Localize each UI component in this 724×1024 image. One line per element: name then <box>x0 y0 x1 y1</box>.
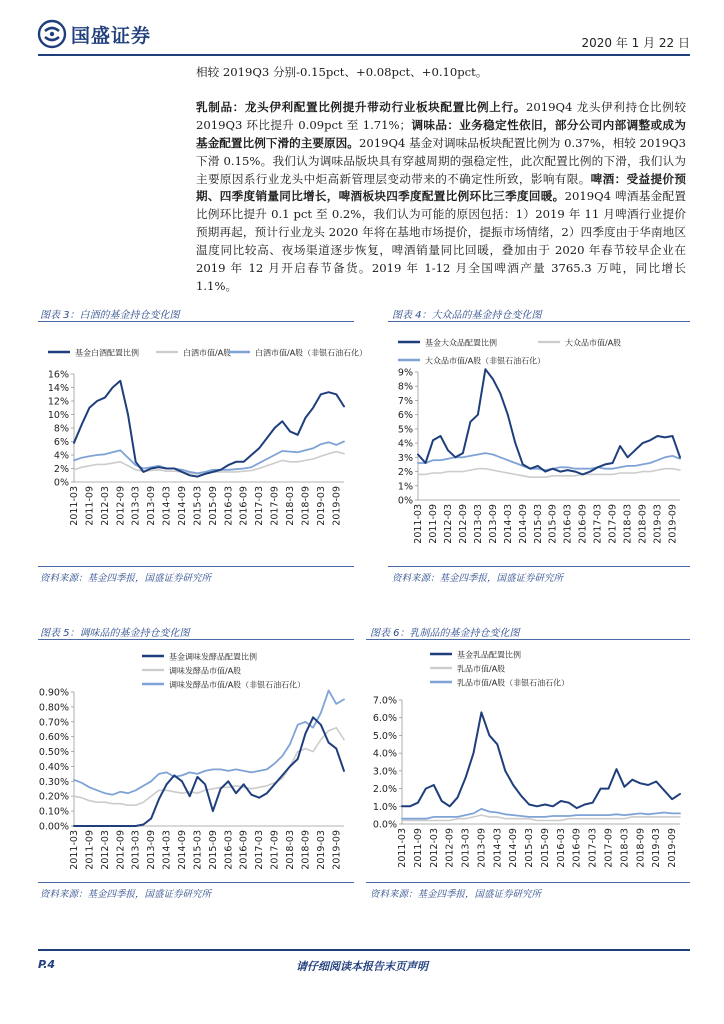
y-tick-label: 6.0% <box>372 713 397 725</box>
x-tick-label: 2017-03 <box>592 504 604 544</box>
fig3-title: 图表 3：白酒的基金持仓变化图 <box>40 310 180 321</box>
x-tick-label: 2015-03 <box>192 486 204 526</box>
x-tick-label: 2012-09 <box>444 828 456 868</box>
x-tick-label: 2014-03 <box>161 486 173 526</box>
x-tick-label: 2018-09 <box>635 828 647 868</box>
x-tick-label: 2017-09 <box>607 504 619 544</box>
x-tick-label: 2014-09 <box>508 828 520 868</box>
x-tick-label: 2015-03 <box>532 504 544 544</box>
company-logo <box>38 20 151 48</box>
x-tick-label: 2016-09 <box>571 828 583 868</box>
y-tick-label: 9% <box>397 367 413 379</box>
y-tick-label: 10% <box>47 410 69 421</box>
fig5-rule-bottom <box>38 882 354 883</box>
y-tick-label: 6% <box>397 410 413 422</box>
y-tick-label: 0.50% <box>38 747 69 759</box>
x-tick-label: 2014-09 <box>177 830 188 870</box>
footer-rule <box>38 949 690 951</box>
legend-label: 基金大众品配置比例 <box>425 338 497 348</box>
y-tick-label: 2.0% <box>372 784 397 796</box>
x-tick-label: 2015-09 <box>207 486 219 526</box>
x-tick-label: 2013-03 <box>460 828 472 868</box>
x-tick-label: 2014-09 <box>177 486 188 526</box>
x-tick-label: 2012-09 <box>115 486 127 526</box>
x-tick-label: 2012-03 <box>428 828 440 868</box>
x-tick-label: 2019-09 <box>667 828 679 868</box>
paragraph-main <box>196 99 686 296</box>
x-tick-label: 2015-03 <box>524 828 536 868</box>
x-tick-label: 2011-03 <box>413 504 424 544</box>
y-tick-label: 8% <box>397 381 413 393</box>
y-tick-label: 0% <box>53 477 69 489</box>
legend-label: 基金调味发酵品配置比例 <box>169 652 257 662</box>
x-tick-label: 2016-09 <box>577 504 589 544</box>
x-tick-label: 2017-03 <box>254 486 266 526</box>
fig6-rule <box>366 639 690 640</box>
y-tick-label: 0.60% <box>38 732 69 744</box>
x-tick-label: 2014-09 <box>517 504 529 544</box>
company-name: 国盛证券 <box>71 24 152 47</box>
y-tick-label: 7% <box>397 395 413 407</box>
fig4-rule <box>388 321 690 322</box>
x-tick-label: 2015-09 <box>547 504 559 544</box>
y-tick-label: 0.20% <box>38 791 69 803</box>
legend-label: 大众品市值/A股（非银石油石化） <box>425 356 546 366</box>
y-tick-label: 16% <box>47 369 69 381</box>
x-tick-label: 2012-03 <box>99 830 111 870</box>
x-tick-label: 2011-03 <box>69 830 80 870</box>
x-tick-label: 2016-09 <box>238 830 250 870</box>
y-tick-label: 0.00% <box>38 821 69 833</box>
y-tick-label: 8% <box>53 423 69 435</box>
x-tick-label: 2018-09 <box>637 504 649 544</box>
x-tick-label: 2018-03 <box>619 828 631 868</box>
y-tick-label: 5% <box>397 424 413 436</box>
x-tick-label: 2014-03 <box>502 504 514 544</box>
chart-fig3 <box>38 334 368 562</box>
header-rule <box>38 54 690 56</box>
x-tick-label: 2017-03 <box>587 828 599 868</box>
x-tick-label: 2016-03 <box>223 830 235 870</box>
x-tick-label: 2018-03 <box>622 504 634 544</box>
y-tick-label: 5.0% <box>372 730 397 742</box>
x-tick-label: 2019-09 <box>331 830 343 870</box>
x-tick-label: 2012-09 <box>457 504 469 544</box>
y-tick-label: 0% <box>397 495 413 507</box>
seasoning-heading: 调味品：业务稳定性依旧，部分公司内部调整或成为基金配置比例下滑的主要原因。 <box>196 117 686 150</box>
page-number: P.4 <box>38 958 56 971</box>
footer-disclaimer: 请仔细阅读本报告末页声明 <box>296 960 428 973</box>
x-tick-label: 2019-03 <box>651 828 663 868</box>
x-tick-label: 2019-09 <box>331 486 343 526</box>
legend-label: 大众品市值/A股 <box>565 338 622 348</box>
x-tick-label: 2014-03 <box>161 830 173 870</box>
series-line-1 <box>418 369 680 474</box>
beer-heading: 啤酒：受益提价预期、四季度销量同比增长，啤酒板块四季度配置比例环比三季度回暖。 <box>196 171 686 204</box>
x-tick-label: 2011-09 <box>84 830 96 870</box>
y-tick-label: 14% <box>47 383 69 394</box>
y-tick-label: 0.80% <box>38 702 69 714</box>
fig4-title: 图表 4：大众品的基金持仓变化图 <box>392 310 542 321</box>
x-tick-label: 2013-09 <box>487 504 499 544</box>
y-tick-label: 4.0% <box>372 748 397 760</box>
legend-label: 调味发酵品市值/A股 <box>169 666 242 676</box>
y-tick-label: 4% <box>397 438 413 450</box>
x-tick-label: 2011-09 <box>84 486 96 526</box>
x-tick-label: 2019-03 <box>315 486 327 526</box>
x-tick-label: 2016-03 <box>562 504 574 544</box>
chart-fig6 <box>366 644 690 880</box>
logo-icon <box>38 20 66 48</box>
dairy-text: 2019Q4 龙头伊利持仓比例较 2019Q3 环比提升 0.09pct 至 1.71%； <box>196 99 686 132</box>
report-date: 2020 年 1 月 22 日 <box>581 36 690 50</box>
y-tick-label: 3% <box>397 452 413 464</box>
paragraph-intro: 相较 2019Q3 分别-0.15pct、+0.08pct、+0.10pct。 <box>196 65 488 79</box>
dairy-heading: 乳制品：龙头伊利配置比例提升带动行业板块配置比例上行。 <box>196 99 526 114</box>
x-tick-label: 2011-03 <box>69 486 80 526</box>
x-tick-label: 2019-09 <box>667 504 679 544</box>
y-tick-label: 1.0% <box>372 801 397 813</box>
x-tick-label: 2011-09 <box>427 504 439 544</box>
x-tick-label: 2017-03 <box>254 830 266 870</box>
x-tick-label: 2018-09 <box>300 486 312 526</box>
y-tick-label: 0.0% <box>372 819 397 831</box>
fig4-rule-bottom <box>388 566 690 567</box>
fig3-source: 资料来源：基金四季报，国盛证券研究所 <box>40 573 212 584</box>
x-tick-label: 2012-03 <box>99 486 111 526</box>
legend-label: 基金乳品配置比例 <box>457 650 521 660</box>
x-tick-label: 2018-09 <box>300 830 312 870</box>
x-tick-label: 2019-03 <box>315 830 327 870</box>
x-tick-label: 2015-09 <box>539 828 551 868</box>
x-tick-label: 2019-03 <box>652 504 664 544</box>
page-header <box>38 20 690 54</box>
x-tick-label: 2018-03 <box>285 830 296 870</box>
y-tick-label: 0.30% <box>38 776 69 788</box>
x-tick-label: 2012-09 <box>115 830 127 870</box>
x-tick-label: 2015-09 <box>207 830 219 870</box>
legend-label: 基金白酒配置比例 <box>75 348 139 358</box>
x-tick-label: 2016-03 <box>555 828 567 868</box>
x-tick-label: 2013-03 <box>130 486 142 526</box>
fig6-rule-bottom <box>366 882 690 883</box>
y-tick-label: 12% <box>47 396 69 408</box>
y-tick-label: 6% <box>53 437 69 448</box>
y-tick-label: 2% <box>53 464 69 475</box>
x-tick-label: 2017-09 <box>603 828 615 868</box>
seasoning-text: 2019Q4 基金对调味品板块配置比例为 0.37%，相较 2019Q3 下滑 0.15%。我们认为调味品版块具有穿越周期的强稳定性，此次配置比例的下滑，我们认为主要原因系行业龙头中炬高新管理层变动带来的不确定性所致，影响有限。 <box>196 135 686 186</box>
x-tick-label: 2013-09 <box>146 486 158 526</box>
legend-label: 白酒市值/A股（非银石油石化） <box>255 348 368 358</box>
x-tick-label: 2013-09 <box>146 830 158 870</box>
fig6-source: 资料来源：基金四季报，国盛证券研究所 <box>370 889 542 900</box>
legend-label: 白酒市值/A股 <box>183 348 232 358</box>
legend-label: 乳品市值/A股（非银石油石化） <box>457 678 570 688</box>
x-tick-label: 2011-09 <box>412 828 424 868</box>
series-line-1 <box>402 712 680 808</box>
legend-label: 乳品市值/A股 <box>457 664 506 674</box>
chart-fig5 <box>38 644 354 880</box>
beer-text: 2019Q4 啤酒基金配置比例环比提升 0.1 pct 至 0.2%，我们认为可能的原因包括：1）2019 年 11 月啤酒行业提价预期再起，预计行业龙头 2020 年将在基地市场提价，提振市场情绪，2）四季度由于华南地区温度同比较高、夜场渠道逐步恢复，啤酒销量同比回暖，叠加由于 2020 年春节较早企业在 2019 年 12 月开启春节备货。2019 年 1-12 月全国啤酒产量 3765.3 万吨，同比增长 1.1%。 <box>196 189 686 293</box>
y-tick-label: 0.90% <box>38 687 69 699</box>
body-text <box>196 64 686 296</box>
legend-label: 调味发酵品市值/A股（非银石油石化） <box>169 680 306 690</box>
x-tick-label: 2017-09 <box>269 486 281 526</box>
y-tick-label: 4% <box>53 450 69 462</box>
x-tick-label: 2016-09 <box>238 486 250 526</box>
fig4-source: 资料来源：基金四季报，国盛证券研究所 <box>392 573 564 584</box>
series-line-1 <box>74 717 344 826</box>
y-tick-label: 0.40% <box>38 761 69 773</box>
x-tick-label: 2012-03 <box>442 504 454 544</box>
x-tick-label: 2015-03 <box>192 830 204 870</box>
fig3-rule <box>38 321 354 322</box>
x-tick-label: 2011-03 <box>397 828 408 868</box>
x-tick-label: 2013-03 <box>472 504 484 544</box>
x-tick-label: 2017-09 <box>269 830 281 870</box>
fig5-source: 资料来源：基金四季报，国盛证券研究所 <box>40 889 212 900</box>
x-tick-label: 2018-03 <box>285 486 296 526</box>
y-tick-label: 0.70% <box>38 717 69 729</box>
x-tick-label: 2014-03 <box>492 828 504 868</box>
y-tick-label: 7.0% <box>372 695 397 707</box>
fig5-rule <box>38 639 354 640</box>
x-tick-label: 2016-03 <box>223 486 235 526</box>
y-tick-label: 0.10% <box>38 806 69 818</box>
x-tick-label: 2013-03 <box>130 830 142 870</box>
series-line-3 <box>74 442 344 474</box>
fig5-title: 图表 5：调味品的基金持仓变化图 <box>40 628 190 639</box>
chart-fig4 <box>388 330 690 562</box>
fig6-title: 图表 6：乳制品的基金持仓变化图 <box>370 628 520 639</box>
fig3-rule-bottom <box>38 566 354 567</box>
y-tick-label: 1% <box>397 481 413 493</box>
x-tick-label: 2013-09 <box>476 828 488 868</box>
y-tick-label: 3.0% <box>372 766 397 778</box>
y-tick-label: 2% <box>397 467 413 479</box>
